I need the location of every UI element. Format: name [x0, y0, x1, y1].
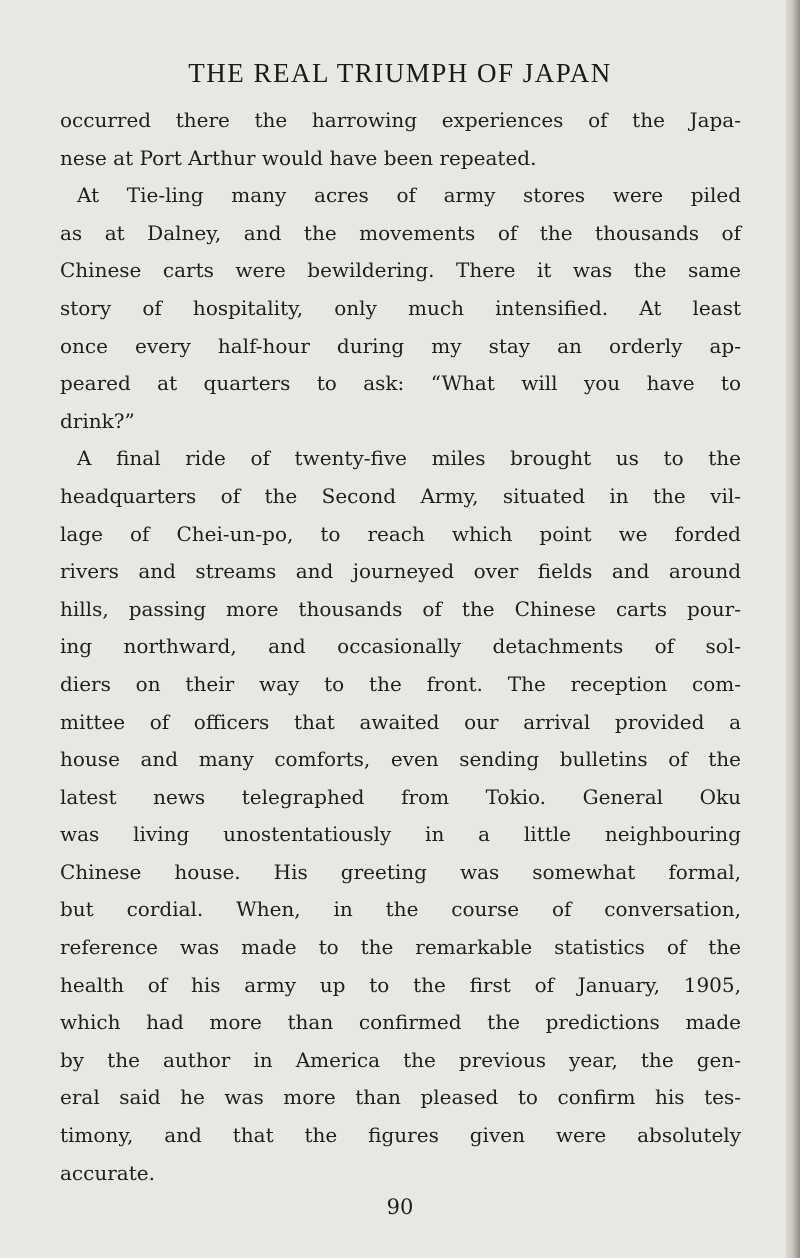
page-number: 90: [386, 1195, 414, 1219]
text-line: rivers and streams and journeyed over fields and around: [60, 559, 741, 584]
body-text: [60, 102, 741, 1192]
text-line: but cordial. When, in the course of conversation,: [60, 897, 741, 922]
text-line: headquarters of the Second Army, situated in the vil-: [60, 483, 741, 508]
text-line: occurred there the harrowing experiences of the Japa-: [60, 108, 741, 132]
text-line: A final ride of twenty-five miles brought us to the: [77, 446, 741, 471]
text-line: by the author in America the previous year, the gen-: [60, 1047, 741, 1072]
text-line: health of his army up to the first of January, 1905,: [60, 972, 741, 997]
text-line: house and many comforts, even sending bulletins of the: [60, 747, 741, 772]
text-line: diers on their way to the front. The reception com-: [60, 671, 741, 696]
text-line: drink?”: [60, 408, 135, 433]
text-line: peared at quarters to ask: “What will you have to: [60, 371, 741, 396]
text-line: was living unostentatiously in a little neighbouring: [60, 822, 741, 847]
text-line: which had more than confirmed the predictions made: [60, 1010, 741, 1035]
text-line: once every half-hour during my stay an orderly ap-: [60, 333, 741, 358]
text-line: nese at Port Arthur would have been repeated.: [60, 145, 537, 170]
text-line: mittee of officers that awaited our arrival provided a: [60, 709, 741, 734]
text-line: hills, passing more thousands of the Chinese carts pour-: [60, 596, 741, 621]
text-line: reference was made to the remarkable statistics of the: [60, 935, 741, 960]
text-line: At Tie-ling many acres of army stores were piled: [77, 183, 741, 208]
text-line: lage of Chei-un-po, to reach which point we forded: [60, 521, 741, 546]
text-line: as at Dalney, and the movements of the thousands of: [60, 220, 741, 245]
text-line: story of hospitality, only much intensified. At least: [60, 295, 741, 320]
text-line: accurate.: [60, 1160, 155, 1185]
page-edge-shadow: [786, 0, 800, 1258]
text-line: eral said he was more than pleased to confirm his tes-: [60, 1085, 741, 1110]
running-head: THE REAL TRIUMPH OF JAPAN: [188, 58, 612, 88]
text-line: latest news telegraphed from Tokio. General Oku: [60, 784, 741, 809]
text-line: Chinese carts were bewildering. There it was the same: [60, 258, 741, 283]
text-line: Chinese house. His greeting was somewhat formal,: [60, 859, 741, 884]
text-line: timony, and that the figures given were absolutely: [60, 1123, 741, 1148]
text-line: ing northward, and occasionally detachments of sol-: [60, 634, 741, 659]
